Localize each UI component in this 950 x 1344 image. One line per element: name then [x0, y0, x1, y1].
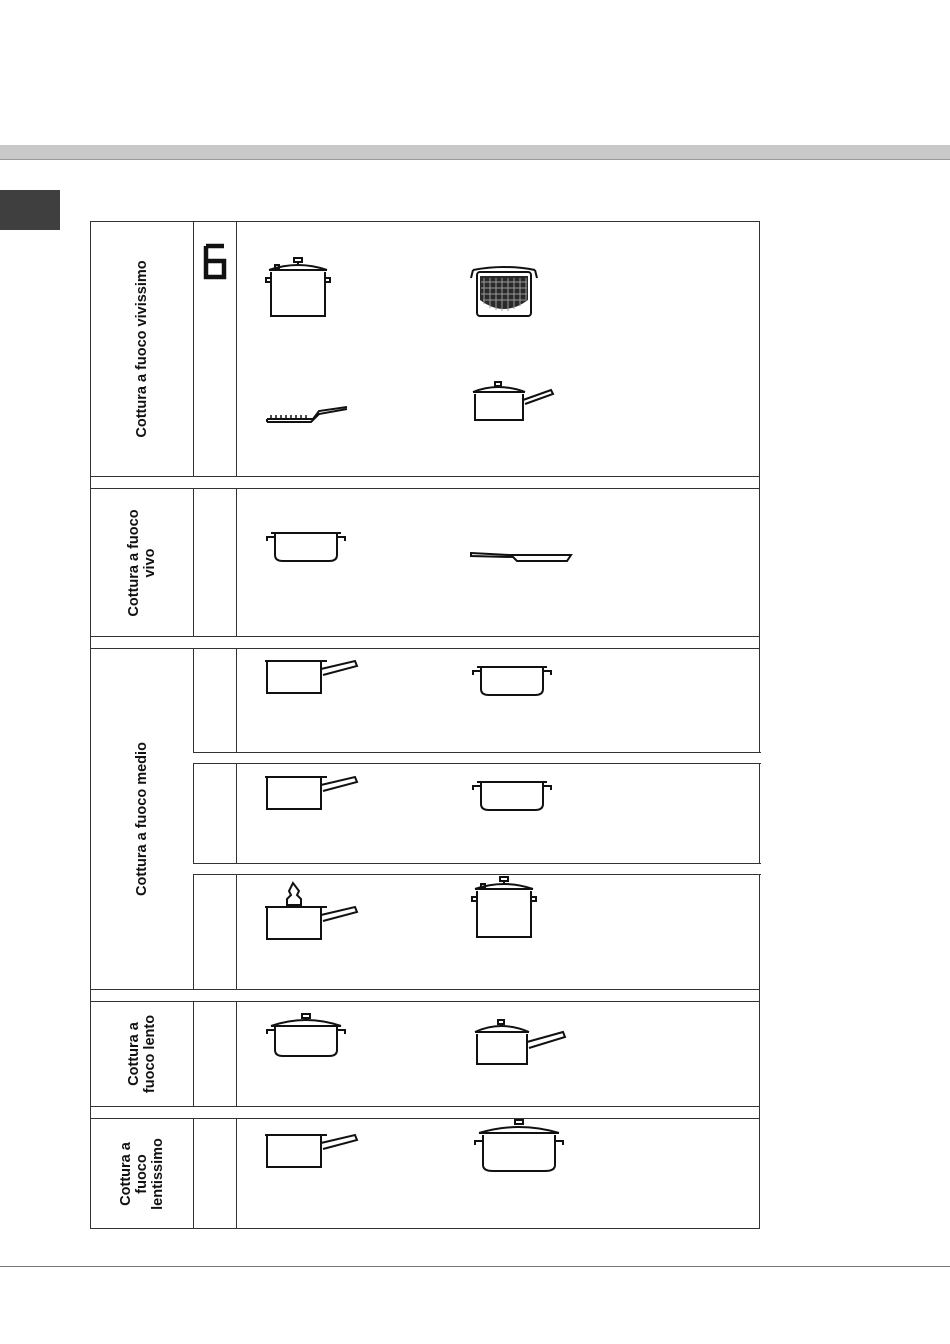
row-label: Cottura a fuoco medio: [134, 742, 150, 896]
row-lento: [90, 1001, 760, 1107]
row-label: Cottura a fuoco lentissimo: [118, 1137, 166, 1210]
saucepan-icon: [263, 1131, 359, 1171]
seven-segment-digit-icon: [202, 243, 228, 281]
pressure-cooker-icon: [263, 881, 359, 943]
display-cell: [193, 1002, 237, 1106]
frying-pan-icon: [469, 549, 573, 569]
row-label-cell: [91, 1119, 194, 1228]
sub-row-separator: [193, 752, 761, 764]
grill-pan-icon: [263, 405, 353, 425]
display-cell: [193, 649, 237, 989]
row-label-cell: [91, 649, 194, 989]
saucepan-icon: [263, 773, 359, 813]
casserole-with-lid-icon: [263, 1012, 349, 1062]
stockpot-with-lid-icon: [263, 256, 333, 320]
casserole-icon: [263, 529, 349, 569]
row-vivo: [90, 488, 760, 637]
large-casserole-with-lid-icon: [471, 1119, 567, 1175]
display-cell: [193, 222, 237, 476]
row-label-cell: [91, 1002, 194, 1106]
display-cell: [193, 1119, 237, 1228]
sub-row-separator: [193, 863, 761, 875]
casserole-icon: [469, 663, 555, 703]
footer-rule: [0, 1266, 950, 1267]
row-label-cell: [91, 222, 194, 476]
row-lentissimo: [90, 1118, 760, 1229]
header-rule: [0, 159, 950, 160]
row-label: Cottura a fuoco lento: [126, 1014, 158, 1094]
section-tab: [0, 190, 60, 230]
row-vivissimo: [90, 221, 760, 477]
fry-basket-icon: [469, 266, 539, 320]
row-medio: [90, 648, 760, 990]
cookware-table: [90, 221, 762, 1229]
row-label-cell: [91, 489, 194, 636]
header-band: [0, 145, 950, 159]
display-cell: [193, 489, 237, 636]
stockpot-with-lid-icon: [469, 875, 539, 941]
row-label: Cottura a fuoco vivo: [126, 508, 158, 617]
row-label: Cottura a fuoco vivissimo: [134, 260, 150, 438]
saucepan-icon: [263, 657, 359, 697]
saucepan-with-lid-icon: [469, 380, 559, 424]
casserole-icon: [469, 778, 555, 818]
saucepan-with-lid-icon: [471, 1018, 567, 1068]
